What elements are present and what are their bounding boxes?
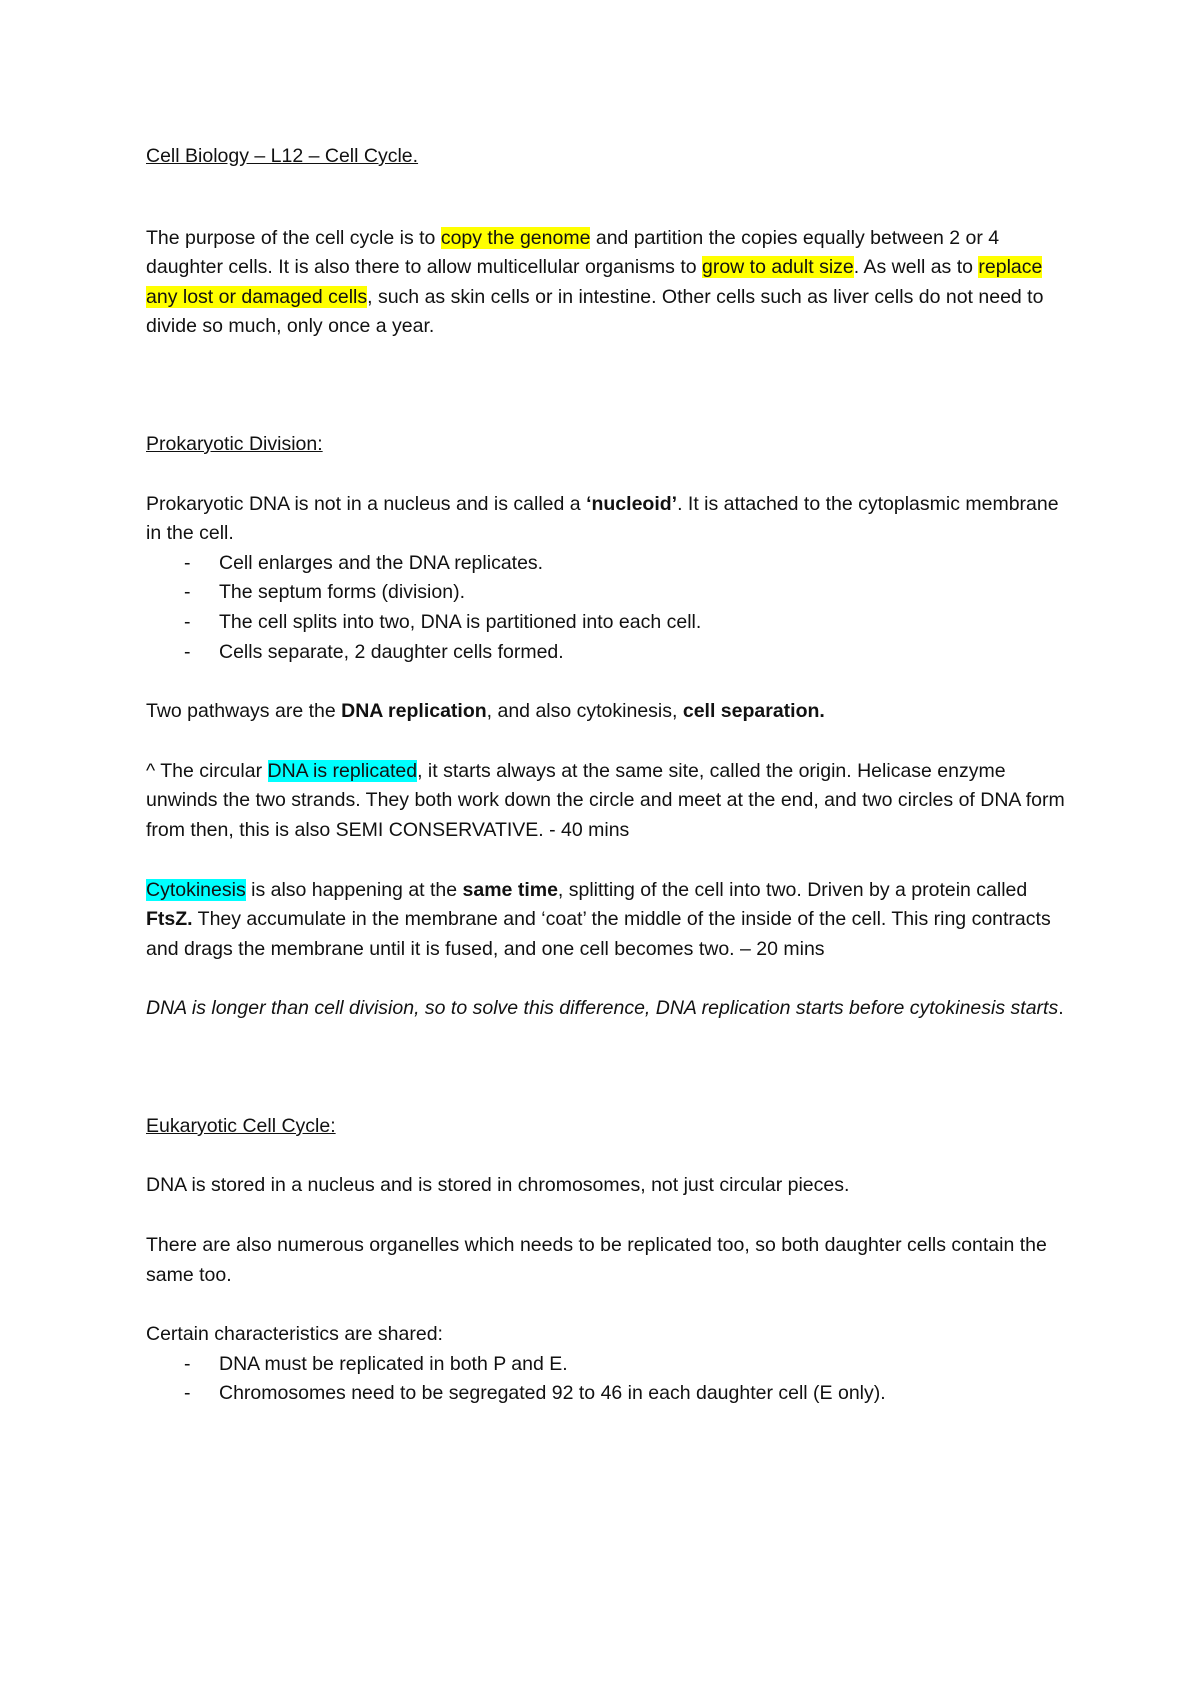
dash-bullet: - <box>184 1382 191 1405</box>
cytokinesis-ftsz: FtsZ. <box>146 908 193 931</box>
eukaryotic-paragraph-1: DNA is stored in a nucleus and is stored in chromosomes, not just circular pieces. <box>146 1174 850 1197</box>
list-item-text: The septum forms (division). <box>219 581 465 604</box>
highlight-dna-replicated: DNA is replicated <box>267 759 418 782</box>
pathways-paragraph <box>146 697 1076 727</box>
pathways-text-2: , and also cytokinesis, <box>486 700 683 723</box>
eukaryotic-paragraph-2: There are also numerous organelles which needs to be replicated too, so both daughter cells contain the same too. <box>146 1234 1047 1286</box>
pathways-dna-replication: DNA replication <box>341 700 487 723</box>
cytokinesis-same-time: same time <box>462 878 558 901</box>
cytokinesis-text-2: , splitting of the cell into two. Driven by a protein called <box>557 878 1028 901</box>
document-title: Cell Biology – L12 – Cell Cycle. <box>146 145 419 167</box>
list-item-text: DNA must be replicated in both P and E. <box>219 1352 568 1375</box>
intro-text-2: and partition the copies equally between 2 or 4 daughter cells. It is also there to allow multicellular organisms to <box>146 226 1000 279</box>
timing-note-paragraph <box>146 994 1076 1024</box>
shared-characteristics-list <box>146 1350 1076 1409</box>
highlight-cytokinesis: Cytokinesis <box>146 878 246 901</box>
replication-text-1: ^ The circular <box>146 759 268 782</box>
intro-text-1: The purpose of the cell cycle is to <box>146 226 441 249</box>
document-page <box>146 142 1076 1409</box>
cytokinesis-text-3: They accumulate in the membrane and ‘coat’ the middle of the inside of the cell. This ring contracts and drags the membrane until it is fused, and one cell becomes two. – 20 mins <box>146 908 1051 960</box>
timing-note-period: . <box>1058 997 1064 1020</box>
dash-bullet: - <box>184 581 191 604</box>
list-item <box>146 608 1076 638</box>
nucleoid-paragraph <box>146 490 1076 549</box>
prokaryotic-heading: Prokaryotic Division: <box>146 432 323 455</box>
dash-bullet: - <box>184 551 191 574</box>
dash-bullet: - <box>184 1352 191 1375</box>
nucleoid-term: ‘nucleoid’ <box>586 492 678 515</box>
dash-bullet: - <box>184 640 191 663</box>
highlight-replace-cells: replace any lost or damaged cells <box>146 256 1043 308</box>
highlight-copy-genome: copy the genome <box>440 226 591 249</box>
nucleoid-text-1: Prokaryotic DNA is not in a nucleus and is called a <box>146 492 587 515</box>
pathways-cell-separation: cell separation. <box>682 700 825 723</box>
intro-text-3: . As well as to <box>853 256 979 279</box>
pathways-text-1: Two pathways are the <box>146 700 342 723</box>
eukaryotic-paragraph-3: Certain characteristics are shared: <box>146 1323 443 1346</box>
list-item <box>146 578 1076 608</box>
cytokinesis-paragraph <box>146 876 1076 965</box>
list-item-text: Cell enlarges and the DNA replicates. <box>219 551 544 574</box>
eukaryotic-heading: Eukaryotic Cell Cycle: <box>146 1114 336 1137</box>
list-item <box>146 549 1076 579</box>
list-item <box>146 1379 1076 1409</box>
intro-paragraph <box>146 224 1076 342</box>
replication-text-2: , it starts always at the same site, called the origin. Helicase enzyme unwinds the two strands. They both work down the circle and meet at the end, and two circles of DNA form from then, this is also SEMI CONSERVATIVE. - 40 mins <box>146 759 1065 841</box>
list-item-text: Chromosomes need to be segregated 92 to 46 in each daughter cell (E only). <box>219 1382 886 1405</box>
dash-bullet: - <box>184 610 191 633</box>
nucleoid-text-2: . It is attached to the cytoplasmic membrane in the cell. <box>146 492 1059 545</box>
list-item <box>146 1350 1076 1380</box>
timing-note-italic: DNA is longer than cell division, so to solve this difference, DNA replication starts before cytokinesis starts <box>146 997 1059 1020</box>
list-item-text: The cell splits into two, DNA is partitioned into each cell. <box>219 610 702 633</box>
highlight-grow-adult-size: grow to adult size <box>702 256 854 279</box>
division-steps-list <box>146 549 1076 667</box>
list-item <box>146 638 1076 668</box>
replication-paragraph <box>146 757 1076 846</box>
list-item-text: Cells separate, 2 daughter cells formed. <box>219 640 564 663</box>
cytokinesis-text-1: is also happening at the <box>245 878 463 901</box>
intro-text-4: , such as skin cells or in intestine. Other cells such as liver cells do not need to divide so much, only once a year. <box>146 285 1044 338</box>
